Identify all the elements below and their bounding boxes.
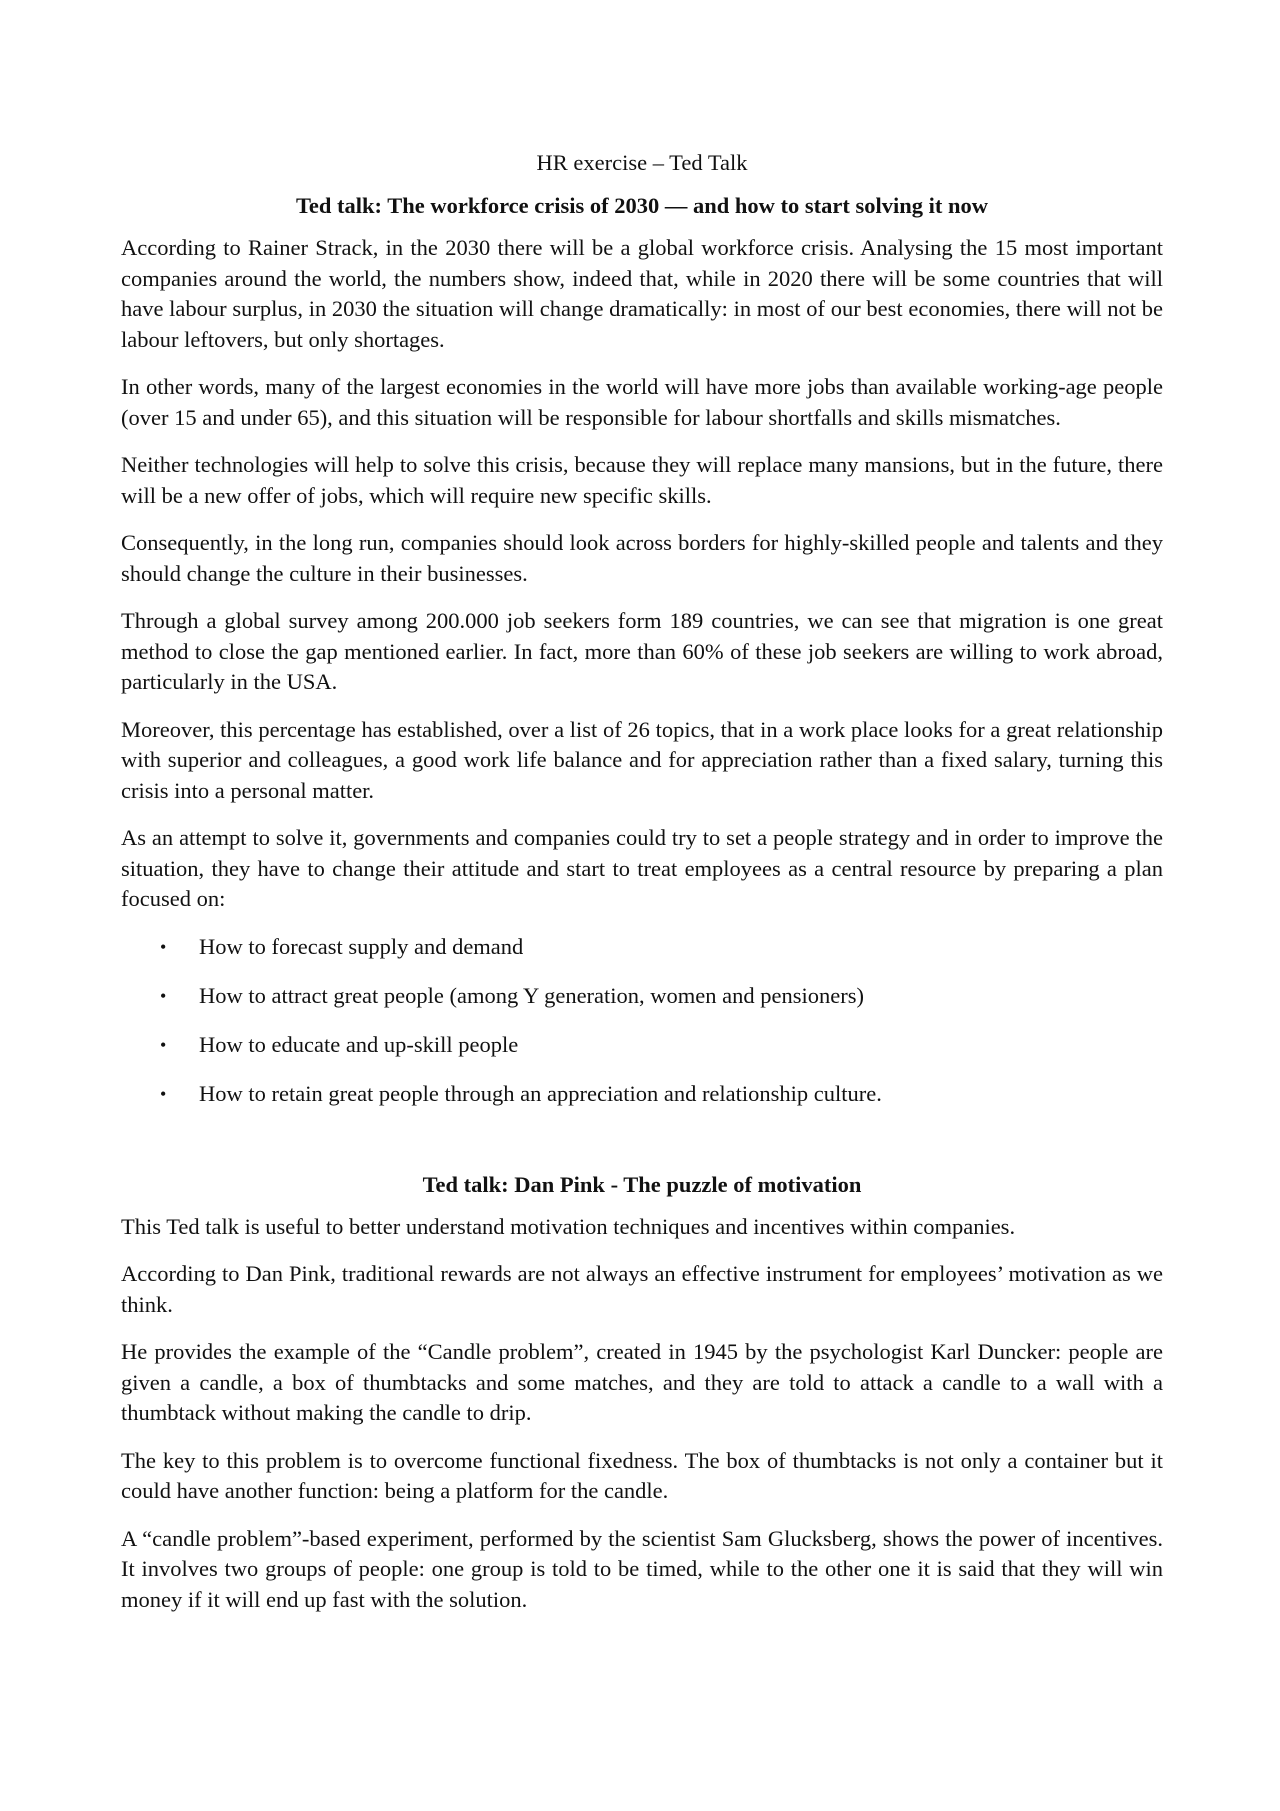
paragraph: According to Rainer Strack, in the 2030 there will be a global workforce crisis. Analysing the 15 most important companies around the world, the numbers show, indeed that, while in 2020 there will be some countries that will have labour surplus, in 2030 the situation will change dramatically: in most of our best economies, there will not be labour leftovers, but only shortages. (121, 235, 1163, 352)
paragraph: Consequently, in the long run, companies should look across borders for highly-skilled people and talents and they should change the culture in their businesses. (121, 530, 1163, 586)
bullet-text: How to retain great people through an appreciation and relationship culture. (199, 1080, 882, 1106)
bullet-item (121, 1079, 1163, 1109)
bullet-item (121, 981, 1163, 1011)
section-heading-puzzle-of-motivation: Ted talk: Dan Pink - The puzzle of motivation (422, 1171, 862, 1197)
bullet-text: How to educate and up-skill people (199, 1031, 519, 1057)
document-body (121, 148, 1163, 1632)
bullet-icon: • (160, 1083, 167, 1104)
bullet-text: How to forecast supply and demand (199, 933, 524, 959)
paragraph: He provides the example of the “Candle problem”, created in 1945 by the psychologist Karl Duncker: people are given a candle, a box of thumbtacks and some matches, and they are told to attack a candle to a wall with a thumbtack without making the candle to drip. (121, 1339, 1163, 1425)
bullet-item (121, 1030, 1163, 1060)
paragraph: The key to this problem is to overcome functional fixedness. The box of thumbtacks is not only a container but it could have another function: being a platform for the candle. (121, 1447, 1163, 1503)
plan-bullet-list (121, 932, 1163, 1109)
paragraph: Neither technologies will help to solve this crisis, because they will replace many mansions, but in the future, there will be a new offer of jobs, which will require new specific skills. (121, 452, 1163, 508)
bullet-icon: • (160, 1034, 167, 1055)
paragraph: Through a global survey among 200.000 job seekers form 189 countries, we can see that migration is one great method to close the gap mentioned earlier. In fact, more than 60% of these job seekers are willing to work abroad, particularly in the USA. (121, 608, 1163, 694)
bullet-text: How to attract great people (among Y generation, women and pensioners) (199, 982, 864, 1008)
paragraph: In other words, many of the largest economies in the world will have more jobs than available working-age people (over 15 and under 65), and this situation will be responsible for labour shortfalls and skills mismatches. (121, 374, 1163, 430)
bullet-icon: • (160, 985, 167, 1006)
paragraph: According to Dan Pink, traditional rewards are not always an effective instrument for employees’ motivation as we think. (121, 1261, 1163, 1317)
document-title: HR exercise – Ted Talk (536, 150, 748, 175)
section-heading-workforce-crisis: Ted talk: The workforce crisis of 2030 — and how to start solving it now (295, 193, 989, 218)
bullet-item (121, 932, 1163, 962)
paragraph: A “candle problem”-based experiment, performed by the scientist Sam Glucksberg, shows the power of incentives. It involves two groups of people: one group is told to be timed, while to the other one it is said that they will win money if it will end up fast with the solution. (121, 1525, 1163, 1612)
section-spacer (121, 1128, 1163, 1170)
bullet-icon: • (160, 936, 167, 957)
paragraph: Moreover, this percentage has established, over a list of 26 topics, that in a work place looks for a great relationship with superior and colleagues, a good work life balance and for appreciation rather than a fixed salary, turning this crisis into a personal matter. (121, 716, 1163, 803)
paragraph: This Ted talk is useful to better understand motivation techniques and incentives within companies. (121, 1213, 1016, 1239)
paragraph: As an attempt to solve it, governments and companies could try to set a people strategy and in order to improve the situation, they have to change their attitude and start to treat employees as a central resource by preparing a plan focused on: (121, 825, 1163, 911)
